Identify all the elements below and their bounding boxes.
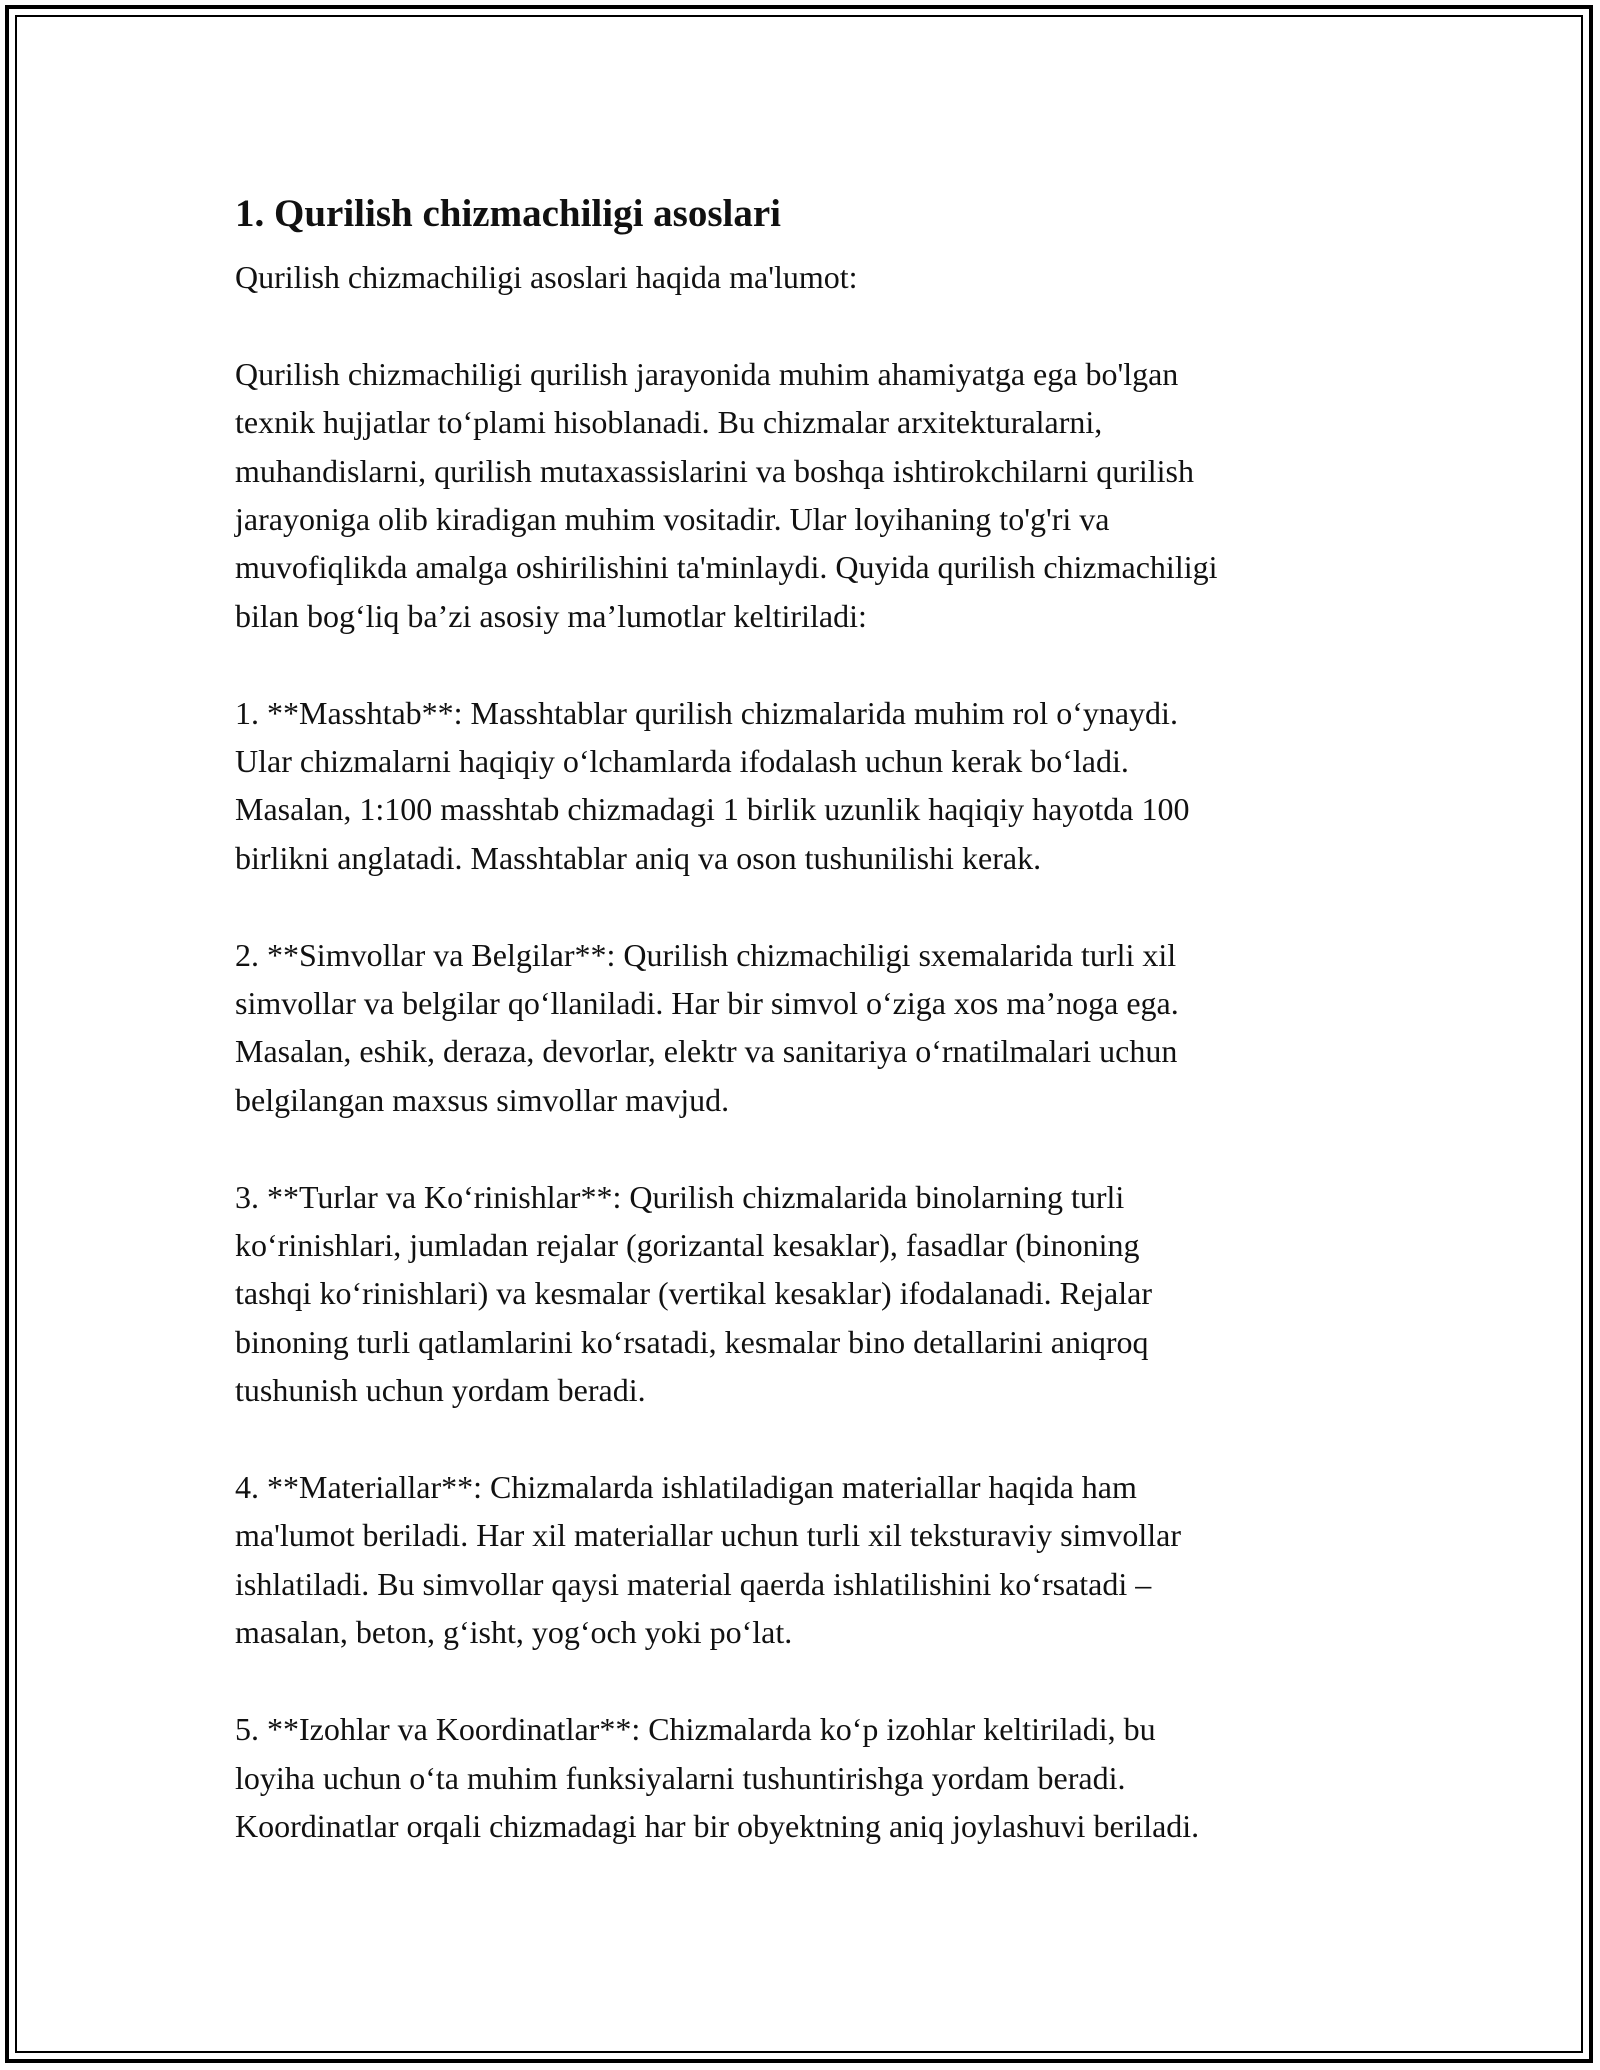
list-item-masshtab: 1. **Masshtab**: Masshtablar qurilish chizmalarida muhim rol o‘ynaydi. Ular chizmalarni haqiqiy o‘lchamlarda ifodalash uchun kerak bo‘ladi. Masalan, 1:100 masshtab chizmadagi 1 birlik uzunlik haqiqiy hayotda 100 birlikni anglatadi. Masshtablar aniq va oson tushunilishi kerak. (235, 694, 1190, 876)
list-item-simvollar: 2. **Simvollar va Belgilar**: Qurilish chizmachiligi sxemalarida turli xil simvollar va belgilar qo‘llaniladi. Har bir simvol o‘ziga xos ma’noga ega. Masalan, eshik, deraza, devorlar, elektr va sanitariya o‘rnatilmalari uchun belgilangan maxsus simvollar mavjud. (235, 936, 1179, 1118)
list-item-materiallar: 4. **Materiallar**: Chizmalarda ishlatiladigan materiallar haqida ham ma'lumot beriladi. Har xil materiallar uchun turli xil teksturaviy simvollar ishlatiladi. Bu simvollar qaysi material qaerda ishlatilishini ko‘rsatadi – masalan, beton, g‘isht, yog‘och yoki po‘lat. (235, 1469, 1181, 1651)
paragraph-gap (235, 1657, 1375, 1705)
paragraph-gap (235, 301, 1375, 349)
list-item-turlar: 3. **Turlar va Ko‘rinishlar**: Qurilish chizmalarida binolarning turli ko‘rinishlari, jumladan rejalar (gorizantal kesaklar), fasadlar (binoning tashqi ko‘rinishlari) va kesmalar (vertikal kesaklar) ifodalanadi. Rejalar binoning turli qatlamlarini ko‘rsatadi, kesmalar bino detallarini aniqroq tushunish uchun yordam beradi. (235, 1178, 1152, 1409)
document-body (235, 185, 1375, 1850)
paragraph-gap (235, 1415, 1375, 1463)
intro-line: Qurilish chizmachiligi asoslari haqida ma'lumot: (235, 259, 858, 295)
overview-paragraph: Qurilish chizmachiligi qurilish jarayonida muhim ahamiyatga ega bo'lgan texnik hujjatlar to‘plami hisoblanadi. Bu chizmalar arxitekturalarni, muhandislarni, qurilish mutaxassislarini va boshqa ishtirokchilarni qurilish jarayoniga olib kiradigan muhim vositadir. Ular loyihaning to'g'ri va muvofiqlikda amalga oshirilishini ta'minlaydi. Quyida qurilish chizmachiligi bilan bog‘liq ba’zi asosiy ma’lumotlar keltiriladi: (235, 355, 1218, 634)
paragraph-gap (235, 882, 1375, 930)
paragraph-gap (235, 640, 1375, 688)
document-title: 1. Qurilish chizmachiligi asoslari (235, 192, 782, 235)
list-item-izohlar: 5. **Izohlar va Koordinatlar**: Chizmalarda ko‘p izohlar keltiriladi, bu loyiha uchun o‘ta muhim funksiyalarni tushuntirishga yordam beradi. Koordinatlar orqali chizmadagi har bir obyektning aniq joylashuvi beriladi. (235, 1711, 1200, 1844)
paragraph-gap (235, 1124, 1375, 1172)
